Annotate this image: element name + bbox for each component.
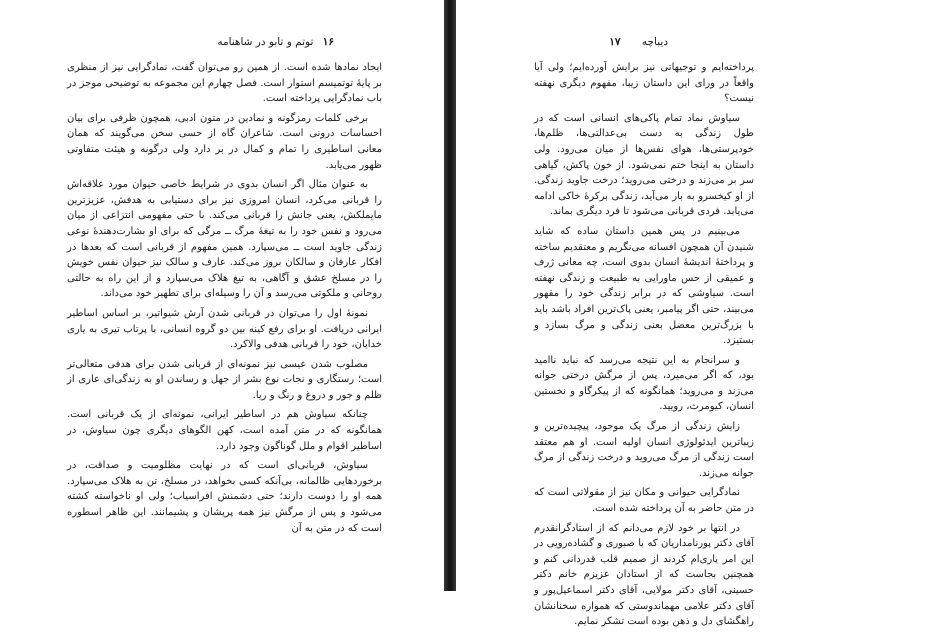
right-page-body	[534, 60, 754, 634]
right-book-page	[456, 0, 930, 628]
right-paragraph-2: سیاوش نماد تمام پاکی‌های انسانی است که در طول زندگی به دست بی‌عدالتی‌ها، ظلم‌ها، خودپرستی‌ها، هوای نفس‌ها از میان می‌رود. ولی داستان به اینجا ختم نمی‌شود. از خون پاکش، گیاهی سر بر می‌زند و درختی می‌روید؛ درخت جاوید زندگی. از او کیخسرو به بار می‌آید، زندگی برکرهٔ خاکی ادامه می‌یابد. فردی قربانی می‌شود تا فرد دیگری بماند.	[534, 112, 754, 218]
left-paragraph-5: مصلوب شدن عیسی نیز نمونه‌ای از قربانی شدن برای هدفی متعالی‌تر است؛ رستگاری و نجات نوع بشر از جهل و رساندن او به زندگی‌ای عاری از ظلم و جور و دروغ و رنگ و ریا.	[67, 358, 382, 401]
right-paragraph-5: زایش زندگی از مرگ یک موجود، پیچیده‌ترین و زیباترین ایدئولوژی انسان اولیه است. او هم معتقد است زندگی از مرگ می‌روید و درخت زندگی از مرگ جوانه می‌زند.	[534, 421, 754, 479]
left-paragraph-3: به عنوان مثال اگر انسان بدوی در شرایط خاصی حیوان مورد علاقه‌اش را قربانی می‌کرد، انسان امروزی نیز برای دستیابی به هدفش، عزیزترین مایملکش، یعنی جانش را قربانی می‌کند. با حتی مفهومی انتزاعی از میان می‌رود و نفس خود را به تیغهٔ مرگ ــ مرگی که برای او بشارت‌دهندهٔ نوعی زندگی جاوید است ــ می‌سپارد. همین مفهوم از قربانی است که بعدها در افکار عارفان و سالکان بروز می‌کند. عارف و سالک نیز حیوان نفس خویش را در مسلخ عشق و آگاهی، به تیغ هلاک می‌سپارد و از این راه به حالتی روحانی و ملکوتی می‌رسد و آن را وسیله‌ای برای تطهیر خود می‌داند.	[67, 179, 382, 300]
left-paragraph-2: برخی کلمات رمزگونه و نمادین در متون ادبی، همچون ظرفی برای بیان احساسات درونی است. شاعران گاه از حسی سخن می‌گویند که همان معانی اساطیری را تمام و کمال در بر دارد ولی درگونه و هیئت متفاوتی ظهور می‌یابد.	[67, 112, 382, 171]
left-paragraph-4: نمونهٔ اول را می‌توان در قربانی شدن آرش شیواتیر، بر اساس اساطیر ایرانی دریافت. او برای رفع کینه بین دو گروه انسانی، با پرتاب تیری به یاری خدایان، خود را قربانی هدفی والاکرد.	[67, 307, 382, 351]
left-page-number: ۱۶	[322, 36, 334, 48]
right-page-header	[609, 36, 668, 52]
left-page-header	[217, 36, 334, 52]
right-paragraph-3: می‌بینیم در پس همین داستان ساده که شاید شنیدن آن همچون افسانه می‌نگریم و معتقدیم ساخته و پرداختهٔ اندیشهٔ انسان بدوی است، چه معانی ژرف و عمیقی از حس ماورایی به طبیعت و زندگی نهفته است. سیاوشی که در برابر زندگی خود را مقهور می‌بیند، حتی اگر پیامبر، یعنی پاک‌ترین افراد باشد باید با بزرگ‌ترین معضل بعنی زندگی و مرگ بسازد و بستیزد.	[534, 225, 754, 347]
left-paragraph-7: سیاوش، قربانی‌ای است که در نهایت مظلومیت و صداقت، در برخوردهایی ظالمانه، بی‌آنکه کسی بخواهد، در مسلخ، تن به هلاک می‌سپارد. همه او را دوست دارند؛ حتی دشمنش افراسیاب؛ ولی او ناخواسته کشته می‌شود و پس از مرگش نیز همه پریشان و پشیمانند. این ظاهر اسطوره است که در متن به آن	[67, 460, 382, 534]
right-paragraph-4: و سرانجام به این نتیجه می‌رسد که نباید ناامید بود، که اگر می‌میرد، پس از مرگش درختی جوانه می‌زند و می‌روید؛ همانگونه که از پیکرگاو و نخستین انسان، کیومرث، رویید.	[534, 354, 754, 413]
left-book-page	[0, 0, 444, 591]
right-page-number: ۱۷	[609, 36, 621, 48]
right-paragraph-6: نمادگرایی حیوانی و مکان نیز از مقولاتی است که در متن حاضر به آن پرداخته شده است.	[534, 487, 754, 515]
left-paragraph-6: چنانکه سیاوش هم در اساطیر ایرانی، نمونه‌ای از یک قربانی است. همانگونه که در متن آمده است، کهن الگوهای دیگری چون سیاوش، در اساطیر اقوام و ملل گوناگون وجود دارد.	[67, 409, 382, 452]
left-page-body	[67, 60, 382, 540]
right-running-title: دیباچه	[641, 36, 668, 48]
left-running-title: توتم و تابو در شاهنامه	[217, 36, 314, 48]
book-spine-gutter	[444, 0, 456, 591]
right-paragraph-1: پرداخته‌ایم و توجیهاتی نیز برایش آورده‌ایم؛ ولی آیا واقعاً در ورای این داستان زیبا، مفهوم دیگری نهفته نیست؟	[534, 62, 754, 105]
right-paragraph-7: در انتها بر خود لازم می‌دانم که از استادگرانقدرم آقای دکتر پورنامداریان که با صبوری و گشاده‌رویی در این امر یاری‌ام کردند از صمیم قلب قدردانی کنم و همچنین بجاست که از استادان عزیزم خانم دکتر حسینی، آقای دکتر مولایی، آقای دکتر اسماعیل‌پور و آقای دکتر علامی مهماندوستی که همواره سخنانشان راهگشای دل و ذهن بوده است تشکر نمایم.	[534, 522, 754, 628]
left-paragraph-1: ایجاد نمادها شده است. از همین رو می‌توان گفت، نمادگرایی نیز از منظری بر پایهٔ توتمیسم استوار است. فصل چهارم این مجموعه به توضیحی موجز در باب نمادگرایی پرداخته است.	[67, 62, 382, 105]
